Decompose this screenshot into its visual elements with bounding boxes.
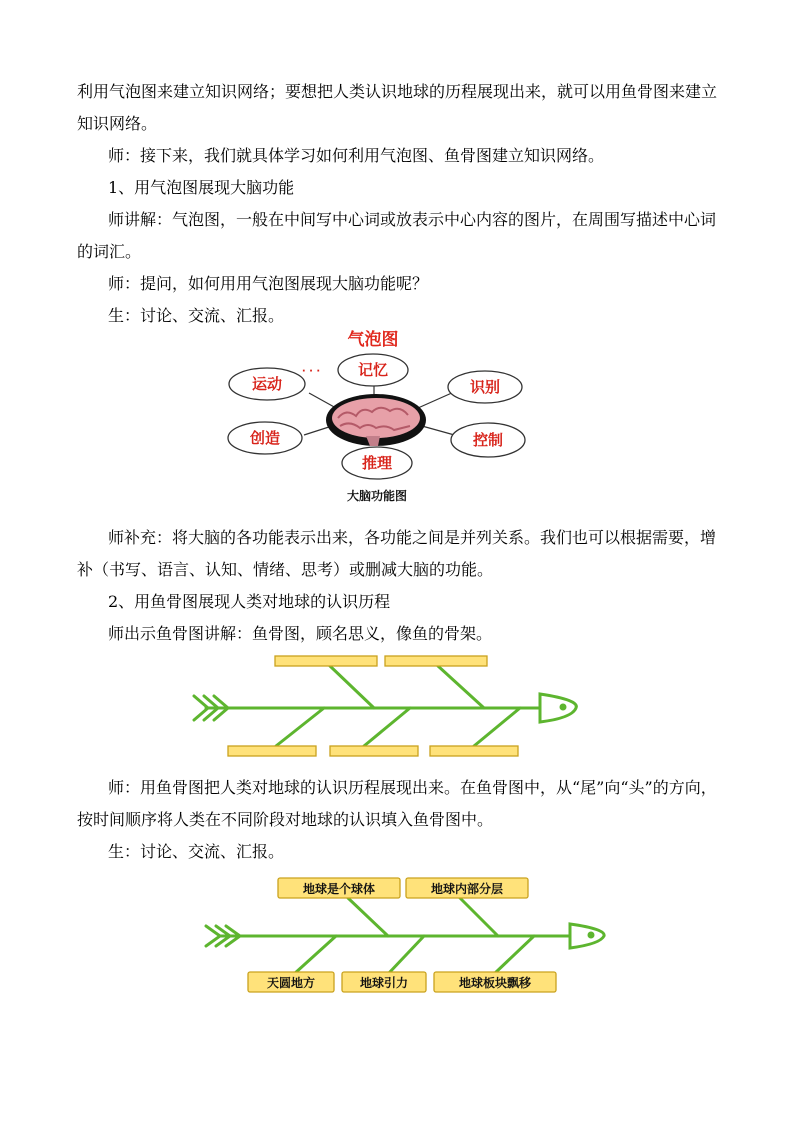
fishbone-blank-box xyxy=(228,746,316,756)
fishbone-blank-figure xyxy=(188,650,588,762)
brain-image xyxy=(326,394,426,446)
fishbone-head xyxy=(540,694,576,722)
section-heading-1: 1、用气泡图展现大脑功能 xyxy=(108,178,295,197)
paragraph-intro: 利用气泡图来建立知识网络；要想把人类认识地球的历程展现出来，就可以用鱼骨图来建立知识网络。 xyxy=(77,82,718,133)
fishbone-bottom-label-1: 天圆地方 xyxy=(266,976,316,990)
bubble-label-top-right: 识别 xyxy=(469,378,501,396)
paragraph-teacher-next: 师：接下来，我们就具体学习如何利用气泡图、鱼骨图建立知识网络。 xyxy=(108,146,605,165)
paragraph-fishbone-explain: 师出示鱼骨图讲解：鱼骨图，顾名思义，像鱼的骨架。 xyxy=(108,624,493,643)
section-heading-2: 2、用鱼骨图展现人类对地球的认识历程 xyxy=(108,592,391,611)
paragraph-bubble-explain: 师讲解：气泡图，一般在中间写中心词或放表示中心内容的图片，在周围写描述中心词的词汇。 xyxy=(77,210,717,261)
fishbone-filled-figure xyxy=(198,874,610,994)
bubble-label-right: 控制 xyxy=(472,431,504,449)
bubble-ellipsis: · · · xyxy=(301,366,321,377)
paragraph-teacher-question: 师：提问，如何用用气泡图展现大脑功能呢？ xyxy=(108,274,429,293)
bubble-map-figure xyxy=(226,328,526,506)
paragraph-student-discuss-2: 生：讨论、交流、汇报。 xyxy=(108,842,285,861)
bubble-map-title: 气泡图 xyxy=(347,330,399,350)
bubble-label-bottom: 推理 xyxy=(361,454,393,472)
fishbone-blank-box xyxy=(430,746,518,756)
paragraph-teacher-supplement: 师补充：将大脑的各功能表示出来，各功能之间是并列关系。我们也可以根据需要，增补（书写、语言、认知、情绪、思考）或删减大脑的功能。 xyxy=(77,528,717,579)
bubble-label-top-left: 运动 xyxy=(251,375,283,393)
paragraph-student-discuss-1: 生：讨论、交流、汇报。 xyxy=(108,306,285,325)
fishbone-head xyxy=(570,924,604,948)
fishbone-blank-box xyxy=(330,746,418,756)
fishbone-blank-box xyxy=(385,656,487,666)
fishbone-bottom-label-3: 地球板块飘移 xyxy=(458,976,532,990)
bubble-map-caption: 大脑功能图 xyxy=(346,489,408,503)
bubble-label-left: 创造 xyxy=(249,429,281,447)
fishbone-blank-box xyxy=(275,656,377,666)
fishbone-top-label-1: 地球是个球体 xyxy=(302,882,376,896)
bubble-label-top: 记忆 xyxy=(357,361,389,379)
fishbone-bottom-label-2: 地球引力 xyxy=(359,976,409,990)
fishbone-top-label-2: 地球内部分层 xyxy=(430,882,504,896)
paragraph-teacher-fishbone: 师：用鱼骨图把人类对地球的认识历程展现出来。在鱼骨图中，从“尾”向“头”的方向，按时间顺序将人类在不同阶段对地球的认识填入鱼骨图中。 xyxy=(77,778,717,829)
